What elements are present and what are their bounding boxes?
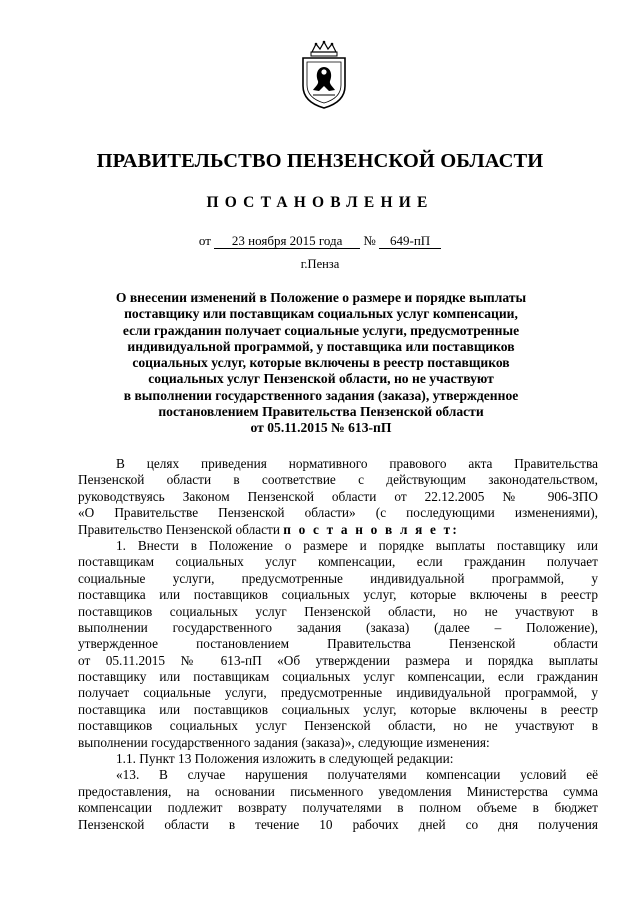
body-line: предоставления, на основании письменного уведомления Министерства сумма <box>78 783 598 799</box>
body-line: утвержденное постановлением Правительства Пензенской области <box>78 636 598 652</box>
body-line: от 05.11.2015 № 613-пП «Об утверждении размера и порядка выплаты <box>78 652 598 668</box>
resolves-word: п о с т а н о в л я е т: <box>283 521 460 537</box>
date-number-line <box>0 233 640 249</box>
body-line: выполнении государственного задания (заказа)», следующие изменения: <box>78 734 490 750</box>
body-line: поставщикам социальных услуг компенсации, если гражданин получает <box>78 554 598 570</box>
coat-of-arms-icon <box>299 40 349 110</box>
body-line: поставщику или поставщикам социальных услуг компенсации, если гражданин <box>78 669 598 685</box>
body-line: выполнении государственного задания (заказа) (далее – Положение), <box>78 619 598 635</box>
document-body <box>78 456 598 833</box>
body-line: «О Правительстве Пензенской области» (с последующими изменениями), <box>78 505 598 521</box>
date-prefix: от <box>198 233 211 248</box>
body-line: В целях приведения нормативного правового акта Правительства <box>116 456 598 471</box>
document-type: ПОСТАНОВЛЕНИЕ <box>206 194 434 211</box>
body-line: руководствуясь Законом Пензенской области от 22.12.2005 № 906-ЗПО <box>78 488 598 504</box>
heading-line: в выполнении государственного задания (заказа), утвержденное <box>123 387 519 403</box>
heading-line: индивидуальной программой, у поставщика или поставщиков <box>127 338 515 354</box>
body-line <box>78 522 598 538</box>
government-title: ПРАВИТЕЛЬСТВО ПЕНЗЕНСКОЙ ОБЛАСТИ <box>96 150 544 172</box>
heading-line: если гражданин получает социальные услуги, предусмотренные <box>122 322 520 338</box>
body-text: Правительство Пензенской области <box>78 521 280 537</box>
number-prefix: № <box>363 233 376 248</box>
heading-line: О внесении изменений в Положение о размере и порядке выплаты <box>115 290 527 305</box>
body-line: поставщиков социальных услуг Пензенской области, но не участвуют в <box>78 718 598 734</box>
document-number: 649-пП <box>379 234 441 249</box>
heading-line: социальных услуг Пензенской области, но не участвуют <box>148 371 494 387</box>
body-line: 1. Внести в Положение о размере и порядке выплаты поставщику или <box>116 537 598 553</box>
heading-line: от 05.11.2015 № 613-пП <box>250 420 392 436</box>
body-line: социальные услуги, предусмотренные индивидуальной программой, у <box>78 570 598 586</box>
body-line: получает социальные услуги, предусмотренные индивидуальной программой, у <box>78 685 598 701</box>
heading-line: социальных услуг, которые включены в реестр поставщиков <box>132 355 510 371</box>
heading-line: постановлением Правительства Пензенской области <box>158 404 484 420</box>
body-line: поставщиков социальных услуг Пензенской области, но не участвуют в <box>78 603 598 619</box>
body-line: компенсации подлежит возврату получателями в полном объеме в бюджет <box>78 800 598 816</box>
city: г.Пенза <box>300 257 340 271</box>
body-line: «13. В случае нарушения получателями компенсации условий её <box>116 767 598 783</box>
body-line: поставщика или поставщиков социальных услуг, которые включены в реестр <box>78 587 598 603</box>
document-date: 23 ноября 2015 года <box>214 234 360 249</box>
body-line: поставщика или поставщиков социальных услуг, которые включены в реестр <box>78 701 598 717</box>
heading-line: поставщику или поставщикам социальных услуг компенсации, <box>124 306 518 322</box>
body-line: Пензенской области в течение 10 рабочих дней со дня получения <box>78 816 598 832</box>
document-heading <box>96 290 546 437</box>
body-line: 1.1. Пункт 13 Положения изложить в следующей редакции: <box>116 751 454 767</box>
body-line: Пензенской области в соответствие с действующим законодательством, <box>78 472 598 488</box>
